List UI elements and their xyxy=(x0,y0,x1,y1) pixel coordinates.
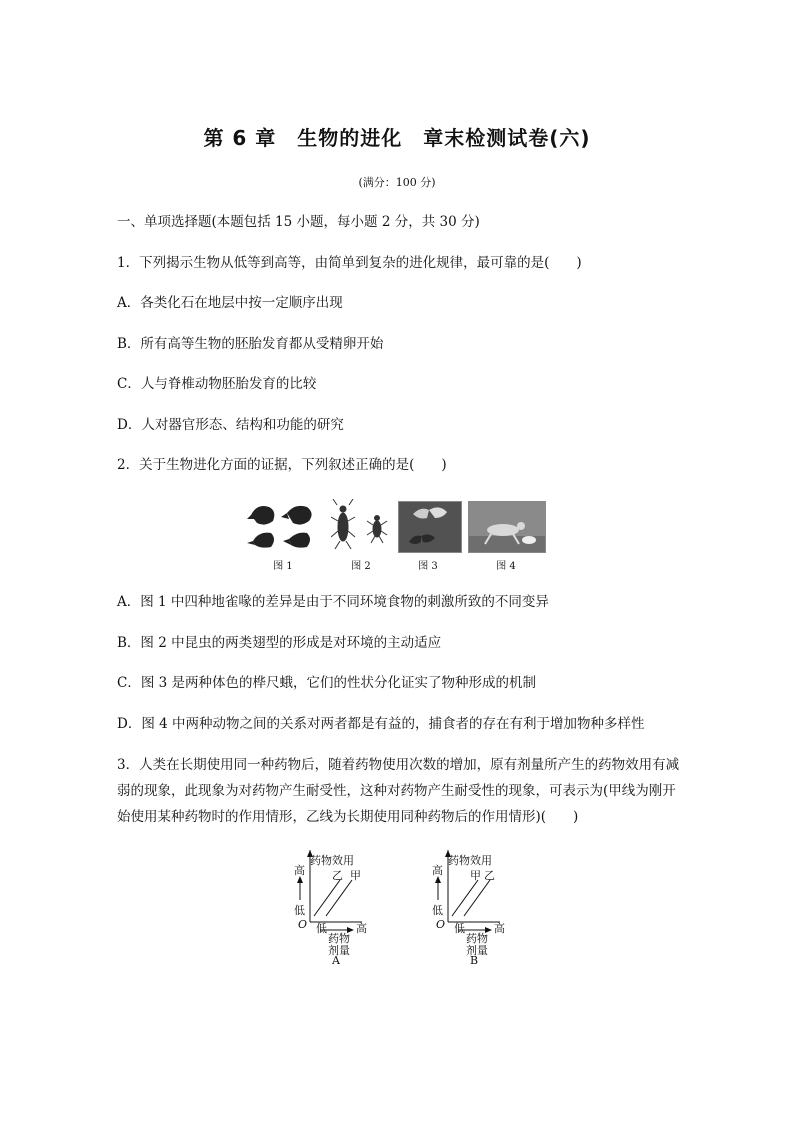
graph-b-high: 高 xyxy=(432,864,443,877)
graph-a-origin: O xyxy=(298,918,308,931)
graph-b-x-title-2: 剂量 xyxy=(466,944,488,957)
graph-b-line-label-2: 乙 xyxy=(484,869,495,882)
graph-a-x-title-2: 剂量 xyxy=(328,944,350,957)
figure-1-caption: 图 1 xyxy=(273,561,293,572)
q1-option-a: A．各类化石在地层中按一定顺序出现 xyxy=(117,295,343,311)
question-2-stem: 2．关于生物进化方面的证据，下列叙述正确的是( ) xyxy=(117,457,447,473)
figure-4-caption: 图 4 xyxy=(496,561,516,572)
section-heading: 一、单项选择题(本题包括 15 小题，每小题 2 分，共 30 分) xyxy=(117,214,480,230)
page-title: 第 6 章 生物的进化 章末检测试卷(六) xyxy=(203,126,591,150)
graph-a-x-high: 高 xyxy=(356,922,367,935)
graph-b-x-high: 高 xyxy=(494,922,505,935)
figure-3-moths-photo xyxy=(398,501,462,553)
figure-1-finches xyxy=(247,501,319,551)
q2-option-c: C．图 3 是两种体色的桦尺蛾，它们的性状分化证实了物种形成的机制 xyxy=(117,675,537,691)
graph-b-line-label-1: 甲 xyxy=(470,869,481,882)
graph-b-low: 低 xyxy=(432,904,443,917)
q1-option-c: C．人与脊椎动物胚胎发育的比较 xyxy=(117,376,317,392)
graph-a-x-title-1: 药物 xyxy=(328,932,350,945)
graph-b-x-title-1: 药物 xyxy=(466,932,488,945)
q2-option-a: A．图 1 中四种地雀喙的差异是由于不同环境食物的刺激所致的不同变异 xyxy=(117,594,549,610)
graph-b-origin: O xyxy=(436,918,446,931)
q1-option-d: D．人对器官形态、结构和功能的研究 xyxy=(117,417,344,433)
graph-a-high: 高 xyxy=(294,864,305,877)
figure-2-caption: 图 2 xyxy=(351,561,371,572)
graph-a-low: 低 xyxy=(294,904,305,917)
figure-3-caption: 图 3 xyxy=(418,561,438,572)
graph-a-line-label-2: 甲 xyxy=(350,869,361,882)
score-note: (满分：100 分) xyxy=(358,176,436,189)
graph-a-x-low: 低 xyxy=(316,922,327,935)
graph-a xyxy=(286,850,396,970)
question-1-stem: 1．下列揭示生物从低等到高等，由简单到复杂的进化规律，最可靠的是( ) xyxy=(117,255,582,271)
graph-b-letter: B xyxy=(470,954,479,967)
q2-option-b: B．图 2 中昆虫的两类翅型的形成是对环境的主动适应 xyxy=(117,635,442,651)
figure-2-insects xyxy=(331,499,391,551)
graph-b-y-title: 药物效用 xyxy=(448,854,492,867)
figure-4-predator-photo xyxy=(468,501,546,553)
q2-option-d: D．图 4 中两种动物之间的关系对两者都是有益的，捕食者的存在有利于增加物种多样性 xyxy=(117,716,645,732)
graph-b xyxy=(424,850,534,970)
graph-a-line-label-1: 乙 xyxy=(332,869,343,882)
graph-a-letter: A xyxy=(332,954,340,967)
graph-b-x-low: 低 xyxy=(454,922,465,935)
q1-option-b: B．所有高等生物的胚胎发育都从受精卵开始 xyxy=(117,336,384,352)
graph-a-y-title: 药物效用 xyxy=(310,854,354,867)
question-3-stem: 3．人类在长期使用同一种药物后，随着药物使用次数的增加，原有剂量所产生的药物效用有减弱的现象，此现象为对药物产生耐受性，这种对药物产生耐受性的现象，可表示为(甲线为刚开始使用某种药物时的作用情形，乙线为长期使用同种药物后的作用情形)( ) xyxy=(117,757,680,825)
